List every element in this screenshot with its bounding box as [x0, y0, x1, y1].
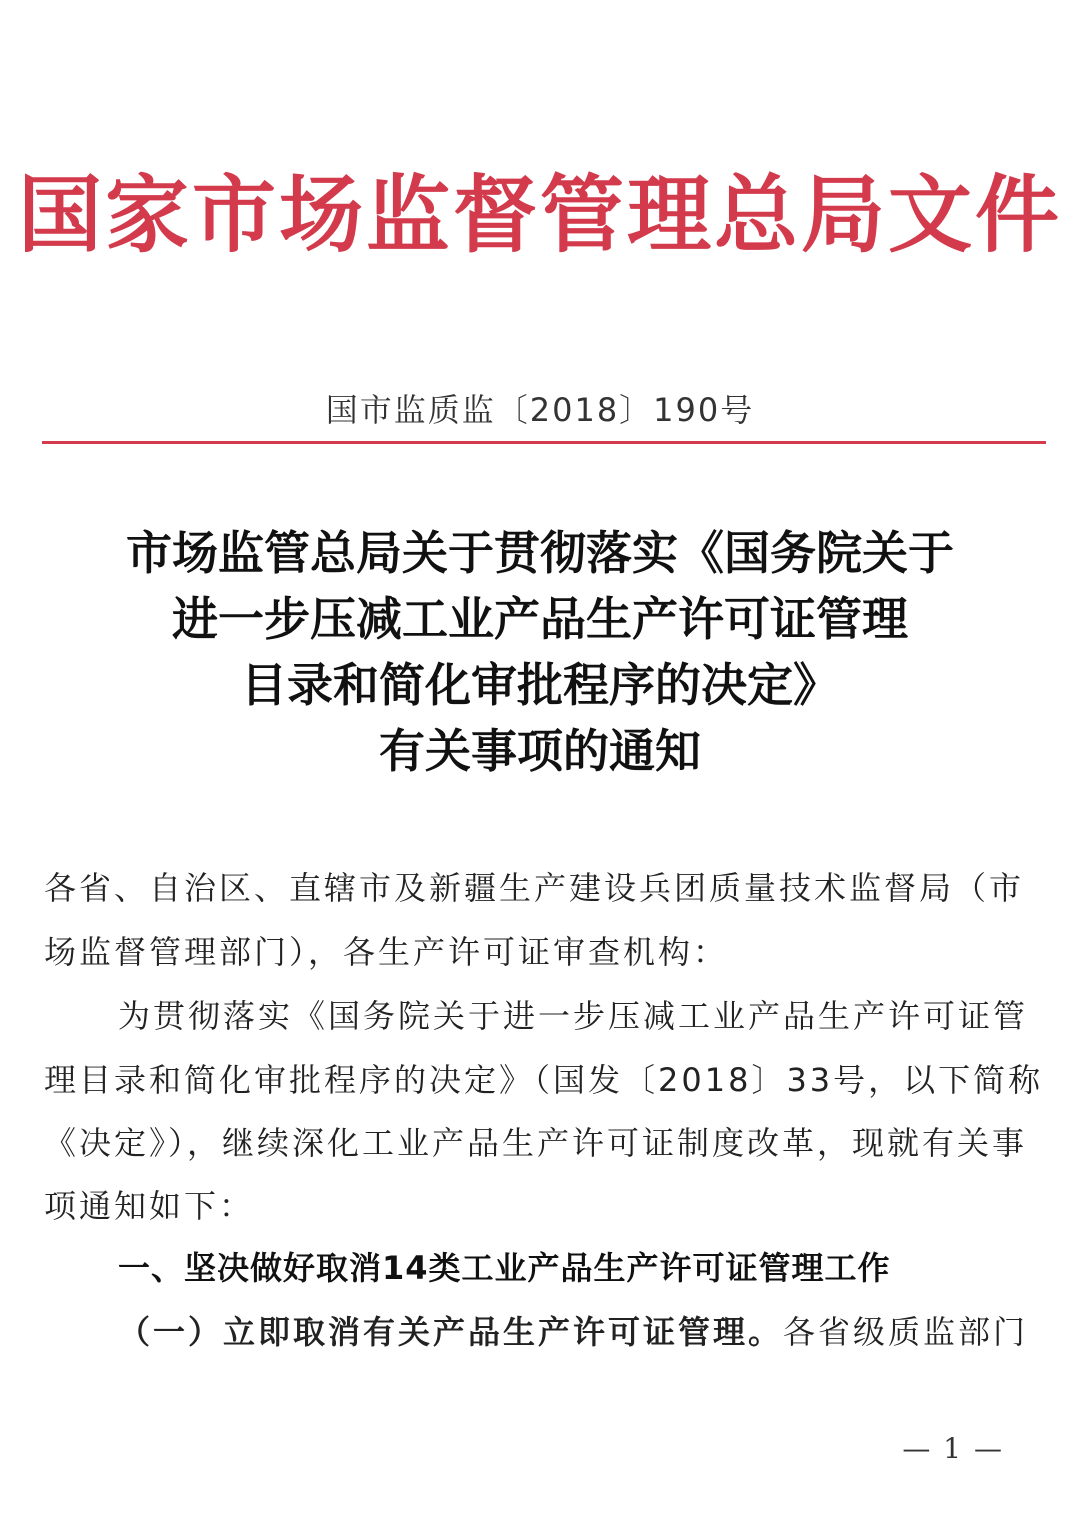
title-line-3: 目录和简化审批程序的决定》: [241, 658, 839, 712]
section-heading-1: 一、坚决做好取消14类工业产品生产许可证管理工作: [118, 1249, 891, 1287]
item-1-paragraph: [118, 1310, 1028, 1354]
addressee-line-1: 各省、自治区、直辖市及新疆生产建设兵团质量技术监督局（市: [44, 869, 1025, 907]
title-line-1: 市场监管总局关于贯彻落实《国务院关于: [126, 526, 954, 580]
masthead-title: 国家市场监督管理总局文件: [17, 165, 1062, 264]
item-1-bold-lead: （一）立即取消有关产品生产许可证管理。: [118, 1313, 784, 1351]
paragraph-1-line-4: 项通知如下：: [44, 1187, 255, 1225]
page-number: — 1 —: [902, 1432, 1004, 1465]
paragraph-1-line-3: 《决定》），继续深化工业产品生产许可证制度改革，现就有关事: [44, 1124, 1028, 1162]
title-line-4: 有关事项的通知: [379, 724, 701, 778]
addressee-line-2: 场监督管理部门），各生产许可证审查机构：: [44, 933, 729, 971]
red-divider-line: [42, 441, 1046, 444]
item-1-text: 各省级质监部门: [783, 1313, 1029, 1351]
document-number: 国市监质监〔2018〕190号: [325, 391, 755, 429]
document-title: [0, 520, 1080, 784]
title-line-2: 进一步压减工业产品生产许可证管理: [172, 592, 908, 646]
paragraph-1-line-1: 为贯彻落实《国务院关于进一步压减工业产品生产许可证管: [118, 997, 1029, 1035]
paragraph-1-line-2: 理目录和简化审批程序的决定》（国发〔2018〕33号，以下简称: [44, 1061, 1044, 1099]
